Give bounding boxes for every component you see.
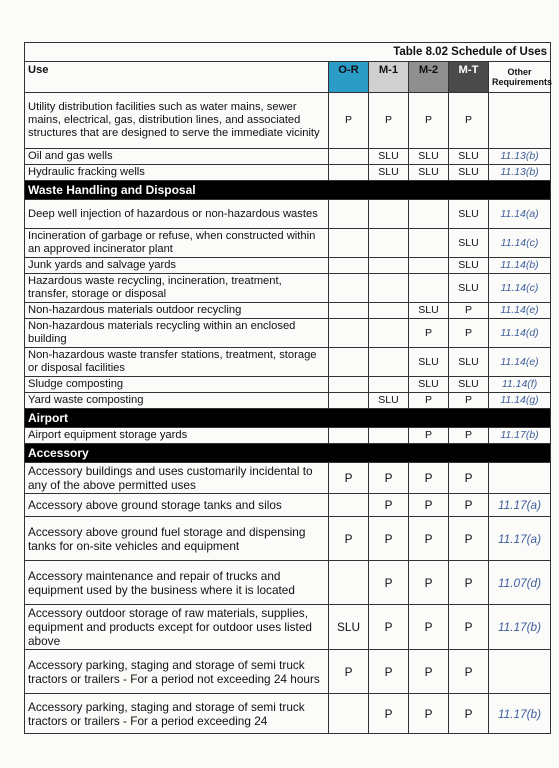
other-requirements-cell: 11.14(f) — [489, 377, 551, 393]
m-2-cell: P — [409, 463, 449, 494]
table-row — [25, 200, 551, 229]
other-requirements-cell — [489, 650, 551, 694]
section-header: Airport — [25, 409, 551, 428]
table-title: Table 8.02 Schedule of Uses — [25, 43, 551, 62]
table-row — [25, 348, 551, 377]
use-cell: Yard waste composting — [25, 393, 329, 409]
o-r-cell — [329, 319, 369, 348]
o-r-cell: P — [329, 517, 369, 561]
m-2-cell — [409, 229, 449, 258]
use-cell: Utility distribution facilities such as water mains, sewer mains, electrical, gas, distribution lines, and associated structures that are designed to serve the immediate vicinity — [25, 93, 329, 149]
o-r-cell — [329, 200, 369, 229]
section-header: Accessory — [25, 444, 551, 463]
use-cell: Airport equipment storage yards — [25, 428, 329, 444]
header-other-requirements — [489, 62, 551, 93]
m-2-cell: SLU — [409, 303, 449, 319]
m-1-cell: P — [369, 694, 409, 734]
m-2-cell: P — [409, 650, 449, 694]
use-cell: Hazardous waste recycling, incineration, treatment, transfer, storage or disposal — [25, 274, 329, 303]
m-1-cell: P — [369, 93, 409, 149]
m-1-cell — [369, 319, 409, 348]
m-2-cell: P — [409, 605, 449, 650]
section-header-row — [25, 409, 551, 428]
m-2-cell — [409, 200, 449, 229]
m-1-cell: P — [369, 561, 409, 605]
m-t-cell: P — [449, 463, 489, 494]
m-2-cell: P — [409, 561, 449, 605]
table-row — [25, 694, 551, 734]
other-requirements-cell: 11.17(b) — [489, 428, 551, 444]
other-requirements-cell: 11.17(b) — [489, 694, 551, 734]
m-t-cell: P — [449, 561, 489, 605]
m-1-cell — [369, 303, 409, 319]
o-r-cell — [329, 377, 369, 393]
use-cell: Junk yards and salvage yards — [25, 258, 329, 274]
table-row — [25, 274, 551, 303]
m-t-cell: P — [449, 605, 489, 650]
m-t-cell: P — [449, 650, 489, 694]
table-row — [25, 428, 551, 444]
m-2-cell: P — [409, 319, 449, 348]
use-cell: Non-hazardous waste transfer stations, treatment, storage or disposal facilities — [25, 348, 329, 377]
other-requirements-cell: 11.14(a) — [489, 200, 551, 229]
table-row — [25, 303, 551, 319]
schedule-of-uses-table — [24, 42, 551, 734]
table-row — [25, 393, 551, 409]
m-1-cell — [369, 377, 409, 393]
m-1-cell: P — [369, 650, 409, 694]
section-header-row — [25, 181, 551, 200]
o-r-cell — [329, 694, 369, 734]
m-1-cell — [369, 200, 409, 229]
table-row — [25, 561, 551, 605]
header-other-line1: Other — [507, 67, 532, 77]
o-r-cell — [329, 303, 369, 319]
other-requirements-cell: 11.14(c) — [489, 274, 551, 303]
table-row — [25, 377, 551, 393]
m-2-cell — [409, 258, 449, 274]
o-r-cell — [329, 229, 369, 258]
m-2-cell: P — [409, 93, 449, 149]
o-r-cell — [329, 149, 369, 165]
other-requirements-cell — [489, 93, 551, 149]
use-cell: Non-hazardous materials recycling within an enclosed building — [25, 319, 329, 348]
header-use: Use — [25, 62, 329, 93]
use-cell: Sludge composting — [25, 377, 329, 393]
o-r-cell: P — [329, 650, 369, 694]
table-row — [25, 93, 551, 149]
o-r-cell — [329, 393, 369, 409]
o-r-cell: SLU — [329, 605, 369, 650]
table-row — [25, 463, 551, 494]
o-r-cell — [329, 428, 369, 444]
m-2-cell: P — [409, 428, 449, 444]
o-r-cell — [329, 561, 369, 605]
m-t-cell: P — [449, 494, 489, 517]
m-2-cell: P — [409, 694, 449, 734]
m-2-cell: SLU — [409, 165, 449, 181]
m-t-cell: SLU — [449, 229, 489, 258]
table-row — [25, 650, 551, 694]
m-2-cell: P — [409, 494, 449, 517]
table-row — [25, 258, 551, 274]
m-t-cell: P — [449, 303, 489, 319]
use-cell: Hydraulic fracking wells — [25, 165, 329, 181]
table-row — [25, 494, 551, 517]
m-t-cell: SLU — [449, 348, 489, 377]
m-1-cell: P — [369, 494, 409, 517]
other-requirements-cell: 11.17(a) — [489, 517, 551, 561]
m-2-cell: P — [409, 393, 449, 409]
o-r-cell — [329, 165, 369, 181]
m-1-cell — [369, 428, 409, 444]
m-t-cell: P — [449, 319, 489, 348]
header-m-1: M-1 — [369, 62, 409, 93]
m-t-cell: P — [449, 93, 489, 149]
m-1-cell — [369, 258, 409, 274]
use-cell: Deep well injection of hazardous or non-hazardous wastes — [25, 200, 329, 229]
other-requirements-cell: 11.14(b) — [489, 258, 551, 274]
table-title-row — [25, 43, 551, 62]
m-2-cell: SLU — [409, 348, 449, 377]
use-cell: Non-hazardous materials outdoor recycling — [25, 303, 329, 319]
use-cell: Accessory parking, staging and storage of semi truck tractors or trailers - For a period not exceeding 24 hours — [25, 650, 329, 694]
table-row — [25, 605, 551, 650]
m-2-cell: SLU — [409, 149, 449, 165]
m-1-cell: SLU — [369, 165, 409, 181]
table-row — [25, 165, 551, 181]
other-requirements-cell: 11.13(b) — [489, 165, 551, 181]
m-2-cell — [409, 274, 449, 303]
o-r-cell: P — [329, 93, 369, 149]
other-requirements-cell: 11.14(c) — [489, 229, 551, 258]
use-cell: Accessory outdoor storage of raw materials, supplies, equipment and products except for outdoor uses listed above — [25, 605, 329, 650]
other-requirements-cell: 11.07(d) — [489, 561, 551, 605]
other-requirements-cell: 11.17(b) — [489, 605, 551, 650]
header-m-2: M-2 — [409, 62, 449, 93]
m-t-cell: SLU — [449, 149, 489, 165]
header-o-r: O-R — [329, 62, 369, 93]
other-requirements-cell: 11.14(e) — [489, 348, 551, 377]
m-t-cell: SLU — [449, 258, 489, 274]
use-cell: Oil and gas wells — [25, 149, 329, 165]
table-row — [25, 517, 551, 561]
m-t-cell: P — [449, 694, 489, 734]
other-requirements-cell: 11.14(g) — [489, 393, 551, 409]
header-m-t: M-T — [449, 62, 489, 93]
table-row — [25, 319, 551, 348]
section-header-row — [25, 444, 551, 463]
o-r-cell — [329, 274, 369, 303]
m-2-cell: P — [409, 517, 449, 561]
use-cell: Accessory above ground storage tanks and silos — [25, 494, 329, 517]
other-requirements-cell: 11.13(b) — [489, 149, 551, 165]
use-cell: Accessory buildings and uses customarily incidental to any of the above permitted uses — [25, 463, 329, 494]
m-1-cell — [369, 274, 409, 303]
use-cell: Incineration of garbage or refuse, when constructed within an approved incinerator plant — [25, 229, 329, 258]
other-requirements-cell: 11.17(a) — [489, 494, 551, 517]
other-requirements-cell: 11.14(e) — [489, 303, 551, 319]
m-1-cell: SLU — [369, 149, 409, 165]
m-t-cell: SLU — [449, 200, 489, 229]
m-t-cell: P — [449, 517, 489, 561]
section-header: Waste Handling and Disposal — [25, 181, 551, 200]
table-header-row — [25, 62, 551, 93]
m-1-cell: P — [369, 463, 409, 494]
table-row — [25, 229, 551, 258]
m-1-cell: P — [369, 605, 409, 650]
o-r-cell: P — [329, 463, 369, 494]
other-requirements-cell — [489, 463, 551, 494]
m-t-cell: P — [449, 393, 489, 409]
m-t-cell: P — [449, 428, 489, 444]
o-r-cell — [329, 258, 369, 274]
m-t-cell: SLU — [449, 165, 489, 181]
other-requirements-cell: 11.14(d) — [489, 319, 551, 348]
use-cell: Accessory maintenance and repair of trucks and equipment used by the business where it is located — [25, 561, 329, 605]
use-cell: Accessory above ground fuel storage and dispensing tanks for on-site vehicles and equipment — [25, 517, 329, 561]
m-1-cell — [369, 229, 409, 258]
m-t-cell: SLU — [449, 377, 489, 393]
m-1-cell: P — [369, 517, 409, 561]
m-1-cell: SLU — [369, 393, 409, 409]
header-other-line2: Requirements — [492, 77, 553, 87]
m-t-cell: SLU — [449, 274, 489, 303]
m-2-cell: SLU — [409, 377, 449, 393]
use-cell: Accessory parking, staging and storage of semi truck tractors or trailers - For a period exceeding 24 — [25, 694, 329, 734]
o-r-cell — [329, 348, 369, 377]
table-row — [25, 149, 551, 165]
m-1-cell — [369, 348, 409, 377]
o-r-cell — [329, 494, 369, 517]
